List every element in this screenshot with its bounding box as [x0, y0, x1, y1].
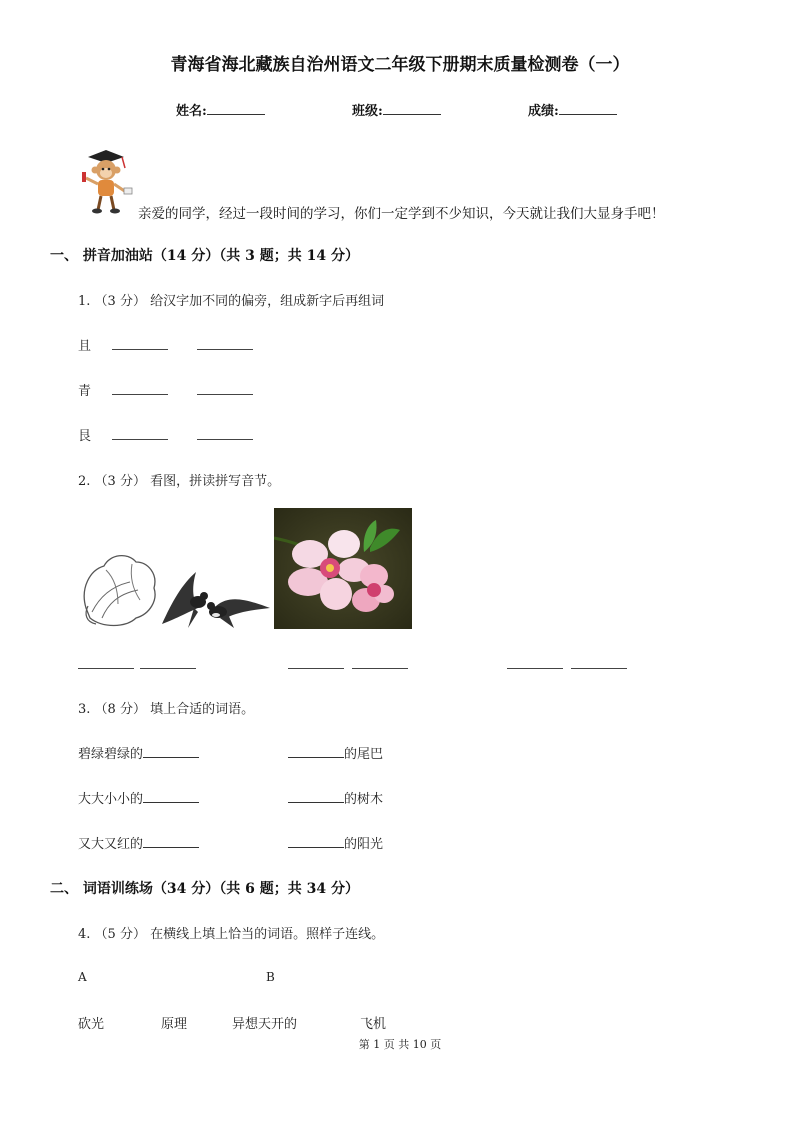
q3-right-2[interactable]	[288, 788, 383, 807]
class-label: 班级:	[352, 104, 383, 119]
q3-left-3-blank[interactable]	[143, 834, 199, 848]
q3-left-1-blank[interactable]	[143, 744, 199, 758]
q3-right-1-blank[interactable]	[288, 744, 344, 758]
question-1-label: 1. （3 分） 给汉字加不同的偏旁，组成新字后再组词	[78, 294, 385, 309]
q3-right-1-text: 的尾巴	[344, 747, 384, 762]
swallows-image	[158, 562, 274, 630]
q3-right-2-text: 的树木	[344, 792, 384, 807]
q3-left-2-text: 大大小小的	[78, 792, 144, 807]
q3-left-3[interactable]	[78, 833, 199, 852]
name-field[interactable]	[176, 100, 265, 119]
q3-left-1-text: 碧绿碧绿的	[78, 747, 144, 762]
page-footer: 第 1 页 共 10 页	[358, 1038, 442, 1051]
q1-blank-3a[interactable]	[112, 439, 168, 440]
q4-col-b-label: B	[266, 970, 275, 984]
q1-char-1: 且	[78, 339, 92, 354]
score-blank[interactable]	[559, 101, 617, 115]
q3-right-3[interactable]	[288, 833, 383, 852]
q3-right-3-blank[interactable]	[288, 834, 344, 848]
q2-blank-2b[interactable]	[352, 668, 408, 669]
q3-right-3-text: 的阳光	[344, 837, 384, 852]
q3-right-2-blank[interactable]	[288, 789, 344, 803]
q4-word-1[interactable]: 砍光	[78, 1017, 105, 1032]
score-label: 成绩:	[528, 104, 559, 119]
q1-blank-3b[interactable]	[197, 439, 253, 440]
q2-blank-3a[interactable]	[507, 668, 563, 669]
q1-char-3: 艮	[78, 429, 92, 444]
q3-left-2[interactable]	[78, 788, 199, 807]
greeting-text: 亲爱的同学，经过一段时间的学习，你们一定学到不少知识，今天就让我们大显身手吧！	[138, 206, 665, 222]
section-2-title: 二、 词语训练场（34 分）（共 6 题；共 34 分）	[50, 881, 359, 897]
q2-blank-3b[interactable]	[571, 668, 627, 669]
name-blank[interactable]	[207, 101, 265, 115]
q1-blank-2a[interactable]	[112, 394, 168, 395]
monkey-mascot-image	[78, 148, 134, 216]
question-2-label: 2. （3 分） 看图，拼读拼写音节。	[78, 474, 281, 489]
name-label: 姓名:	[176, 104, 207, 119]
q3-left-3-text: 又大又红的	[78, 837, 144, 852]
q2-blank-2a[interactable]	[288, 668, 344, 669]
q4-word-2[interactable]: 原理	[161, 1017, 188, 1032]
question-3-label: 3. （8 分） 填上合适的词语。	[78, 702, 255, 717]
q1-char-2: 青	[78, 384, 92, 399]
q2-blank-1b[interactable]	[140, 668, 196, 669]
score-field[interactable]	[528, 100, 617, 119]
q3-left-1[interactable]	[78, 743, 199, 762]
q2-blank-1a[interactable]	[78, 668, 134, 669]
class-field[interactable]	[352, 100, 441, 119]
cabbage-image	[78, 548, 160, 630]
section-1-title: 一、 拼音加油站（14 分）（共 3 题；共 14 分）	[50, 248, 359, 264]
class-blank[interactable]	[383, 101, 441, 115]
q4-word-4[interactable]: 飞机	[360, 1017, 387, 1032]
q3-right-1[interactable]	[288, 743, 383, 762]
page-title: 青海省海北藏族自治州语文二年级下册期末质量检测卷（一）	[170, 55, 630, 75]
peach-blossom-image	[274, 508, 412, 629]
q3-left-2-blank[interactable]	[143, 789, 199, 803]
q1-blank-2b[interactable]	[197, 394, 253, 395]
q4-word-3[interactable]: 异想天开的	[232, 1017, 298, 1032]
question-4-label: 4. （5 分） 在横线上填上恰当的词语。照样子连线。	[78, 927, 385, 942]
q4-col-a-label: A	[78, 970, 87, 984]
q1-blank-1a[interactable]	[112, 349, 168, 350]
q1-blank-1b[interactable]	[197, 349, 253, 350]
